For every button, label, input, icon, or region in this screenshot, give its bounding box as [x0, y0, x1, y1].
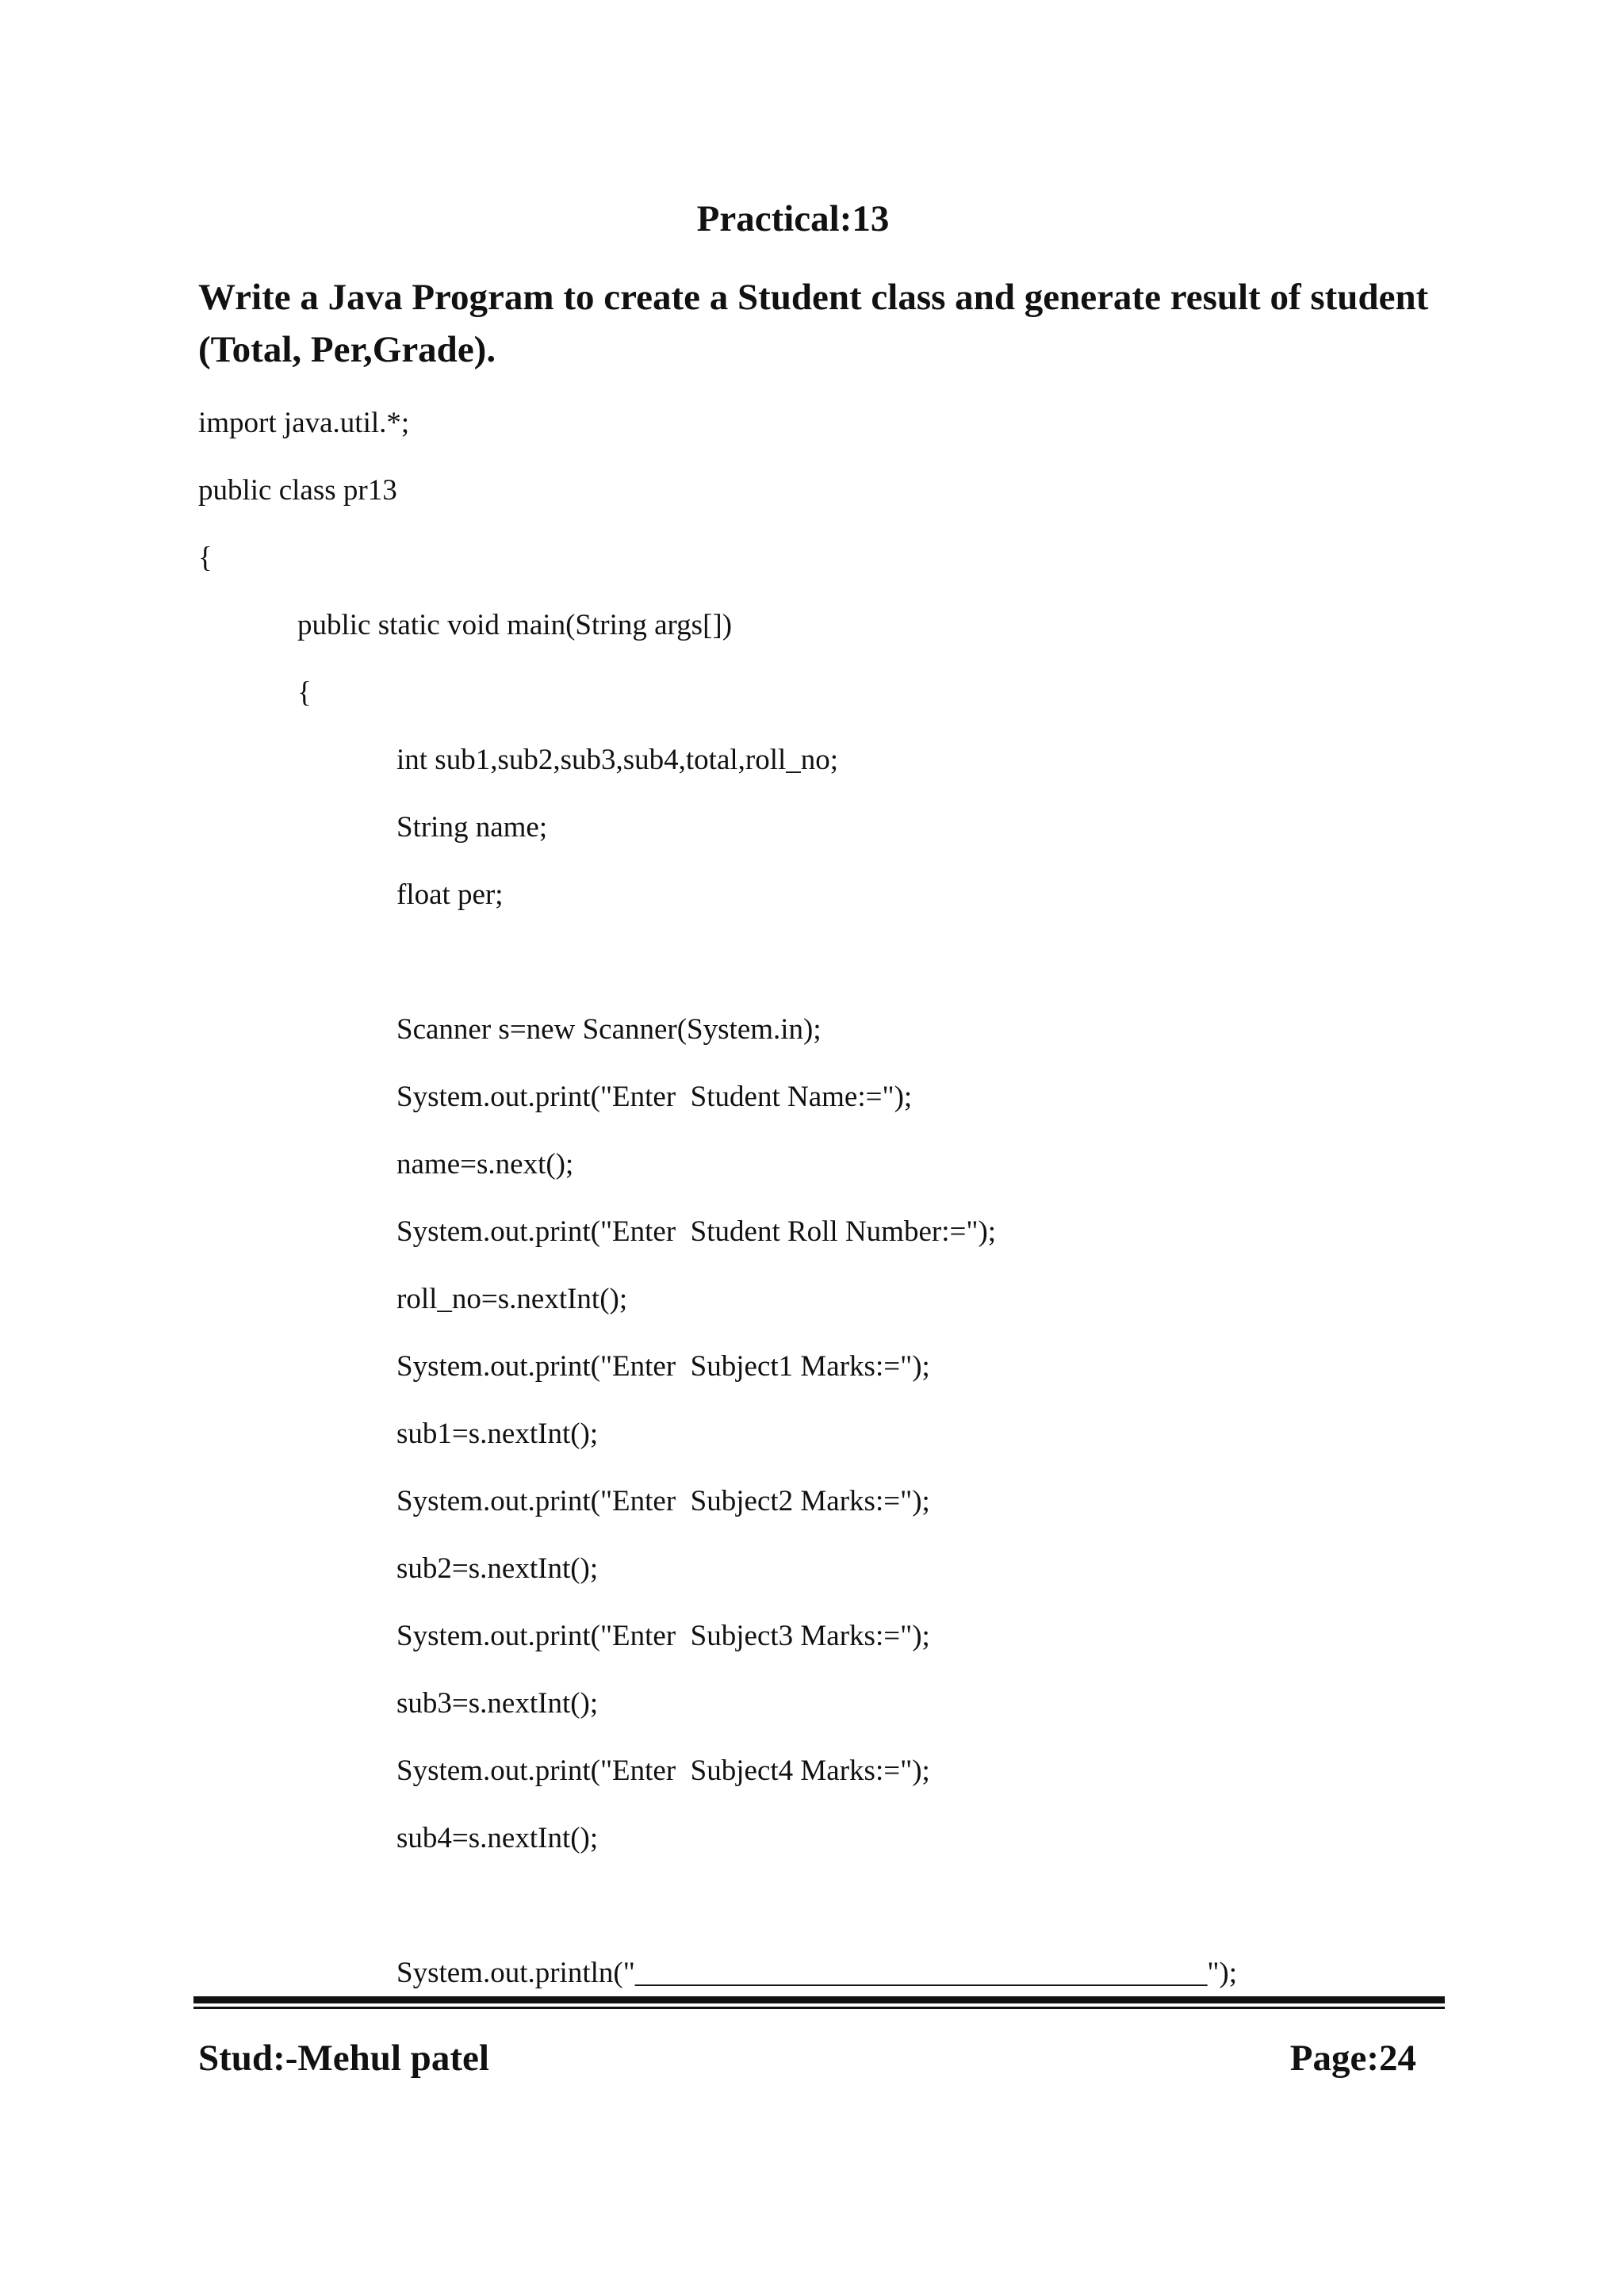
code-line: public class pr13 [198, 474, 397, 507]
footer-divider-thin [193, 2007, 1445, 2009]
code-line: String name; [396, 811, 548, 844]
code-line: sub1=s.nextInt(); [396, 1418, 599, 1450]
code-line: public static void main(String args[]) [297, 609, 733, 641]
code-line: int sub1,sub2,sub3,sub4,total,roll_no; [396, 744, 839, 776]
code-line: sub4=s.nextInt(); [396, 1822, 599, 1854]
code-line: roll_no=s.nextInt(); [396, 1283, 628, 1315]
page-number: Page:24 [1289, 2038, 1416, 2079]
code-line: sub2=s.nextInt(); [396, 1552, 599, 1585]
code-line: import java.util.*; [198, 407, 410, 439]
code-line: name=s.next(); [396, 1148, 574, 1181]
code-line: System.out.print("Enter Subject3 Marks:="); [396, 1620, 930, 1652]
footer-divider-thick [193, 1996, 1445, 2003]
student-name: Stud:-Mehul patel [198, 2038, 489, 2079]
code-line: System.out.print("Enter Student Roll Number:="); [396, 1215, 997, 1248]
code-line: float per; [396, 878, 504, 911]
code-line: System.out.print("Enter Student Name:="); [396, 1081, 913, 1113]
code-line: sub3=s.nextInt(); [396, 1687, 599, 1720]
code-line: Scanner s=new Scanner(System.in); [396, 1013, 822, 1046]
code-line: System.out.print("Enter Subject1 Marks:="); [396, 1350, 930, 1383]
code-line: { [198, 541, 213, 574]
code-line: System.out.print("Enter Subject2 Marks:="); [396, 1485, 930, 1517]
question-text: Write a Java Program to create a Student class and generate result of student (Total, Per,Grade). [198, 277, 1429, 370]
practical-title: Practical:13 [696, 198, 890, 239]
code-line: { [297, 676, 312, 709]
code-line: System.out.print("Enter Subject4 Marks:="); [396, 1755, 930, 1787]
code-line: System.out.println("_______________________________________"); [396, 1957, 1238, 1989]
